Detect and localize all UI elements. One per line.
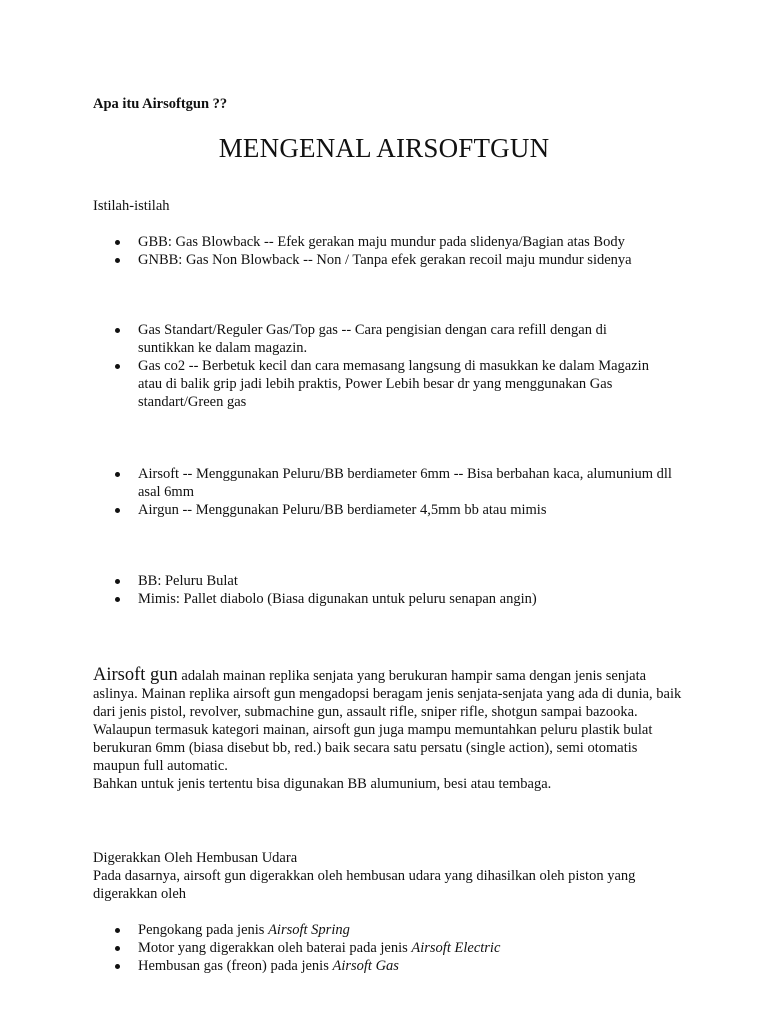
subtitle: Apa itu Airsoftgun ?? xyxy=(93,96,228,112)
hembusan-text: Pada dasarnya, airsoft gun digerakkan oleh hembusan udara yang dihasilkan oleh piston yang digerakkan oleh xyxy=(93,868,636,902)
page-title: MENGENAL AIRSOFTGUN xyxy=(218,133,550,163)
airsoft-text: adalah mainan replika senjata yang berukuran hampir sama dengan jenis senjata aslinya. Mainan replika airsoft gun mengadopsi beragam jenis senjata-senjata yang ada di dunia, baik dari jenis pistol, revolver, submachine gun, assault rifle, sniper rifle, shotgun sampai bazooka. xyxy=(93,668,682,720)
list-item-text: Motor yang digerakkan oleh baterai pada jenis xyxy=(138,940,412,956)
list-item-text: Hembusan gas (freon) pada jenis xyxy=(138,958,333,974)
airsoft-paragraph xyxy=(93,666,683,793)
list-item-italic: Airsoft Gas xyxy=(332,958,399,974)
list-item xyxy=(93,939,683,957)
airsoft-text-3: Bahkan untuk jenis tertentu bisa digunakan BB alumunium, besi atau tembaga. xyxy=(93,776,552,792)
list-item: Gas co2 -- Berbetuk kecil dan cara memasang langsung di masukkan ke dalam Magazin atau di balik grip jadi lebih praktis, Power Lebih besar dr yang menggunakan Gas standart/Green gas xyxy=(93,357,653,411)
list-gas-blowback xyxy=(93,233,683,269)
list-item-text: Pengokang pada jenis xyxy=(138,922,269,938)
list-item xyxy=(93,957,683,975)
list-item: Airsoft -- Menggunakan Peluru/BB berdiameter 6mm -- Bisa berbahan kaca, alumunium dll asal 6mm xyxy=(93,465,683,501)
airsoft-text-2: Walaupun termasuk kategori mainan, airsoft gun juga mampu memuntahkan peluru plastik bulat berukuran 6mm (biasa disebut bb, red.) baik secara satu persatu (single action), semi otomatis maupun full automatic. xyxy=(93,722,653,774)
list-item: Mimis: Pallet diabolo (Biasa digunakan untuk peluru senapan angin) xyxy=(93,590,683,608)
list-item: Airgun -- Menggunakan Peluru/BB berdiameter 4,5mm bb atau mimis xyxy=(93,501,683,519)
list-item-italic: Airsoft Electric xyxy=(411,940,501,956)
airsoft-lead: Airsoft gun xyxy=(93,665,178,685)
list-bb-diameter xyxy=(93,465,683,519)
list-item xyxy=(93,921,683,939)
list-item: BB: Peluru Bulat xyxy=(93,572,683,590)
istilah-heading: Istilah-istilah xyxy=(93,198,170,214)
list-bb-types xyxy=(93,572,683,608)
hembusan-section xyxy=(93,849,683,903)
list-item-italic: Airsoft Spring xyxy=(268,922,350,938)
list-drive-types xyxy=(93,921,683,975)
list-item: Gas Standart/Reguler Gas/Top gas -- Cara pengisian dengan cara refill dengan di suntikkan ke dalam magazin. xyxy=(93,321,653,357)
list-item: GNBB: Gas Non Blowback -- Non / Tanpa efek gerakan recoil maju mundur sidenya xyxy=(93,251,683,269)
list-gas-type xyxy=(93,321,653,411)
list-item: GBB: Gas Blowback -- Efek gerakan maju mundur pada slidenya/Bagian atas Body xyxy=(93,233,683,251)
hembusan-heading: Digerakkan Oleh Hembusan Udara xyxy=(93,850,298,866)
